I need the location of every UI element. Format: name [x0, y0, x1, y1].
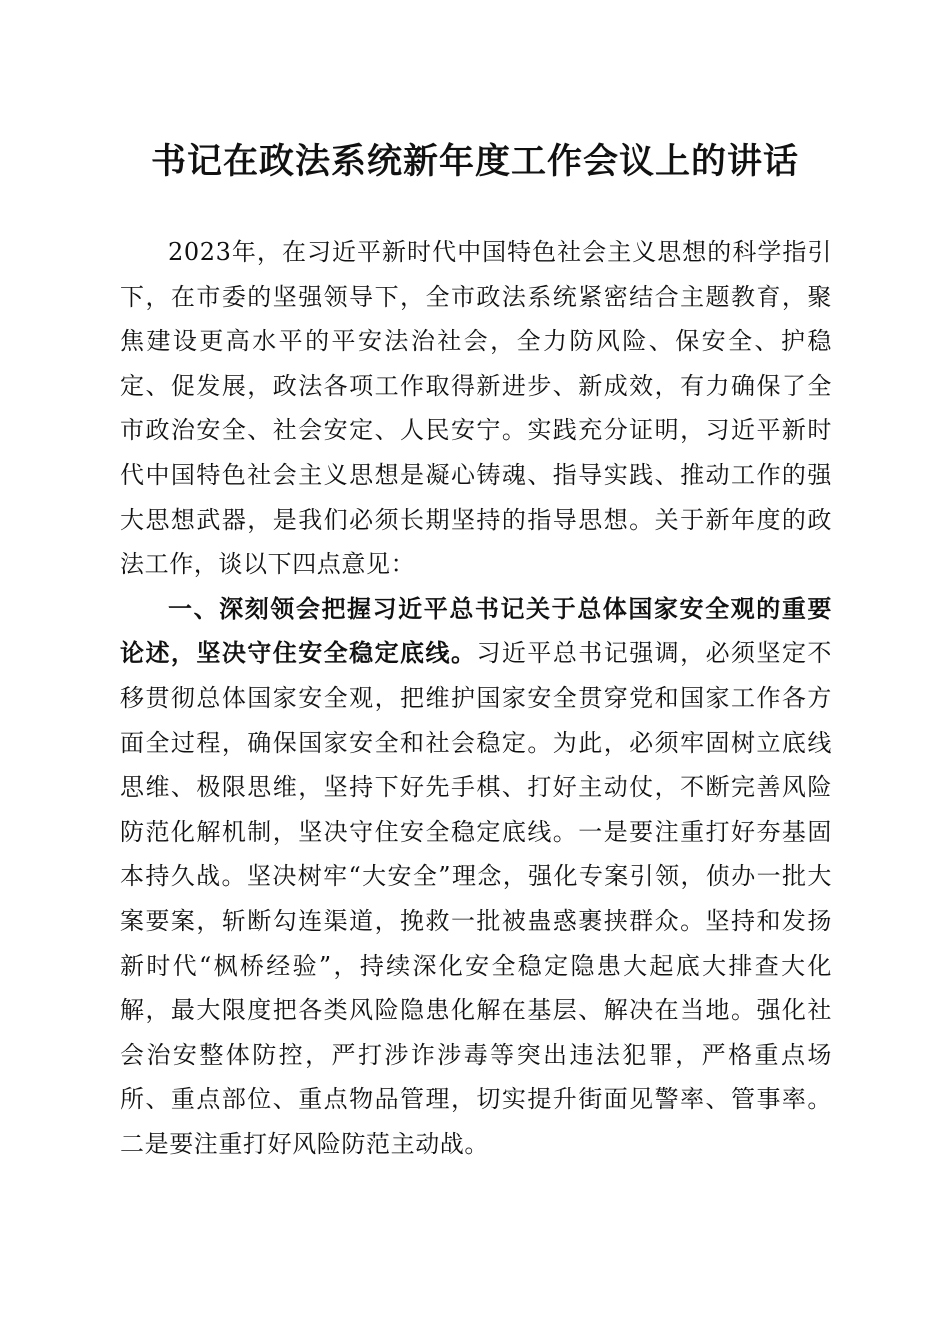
paragraph-section-one — [120, 587, 832, 1167]
paragraph-intro — [120, 230, 832, 587]
paragraph-text: 习近平总书记强调，必须坚定不移贯彻总体国家安全观，把维护国家安全贯穿党和国家工作各方面全过程，确保国家安全和社会稳定。为此，必须牢固树立底线思维、极限思维，坚持下好先手棋、打好主动仗，不断完善风险防范化解机制，坚决守住安全稳定底线。一是要注重打好夯基固本持久战。坚决树牢“大安全”理念，强化专案引领，侦办一批大案要案，斩断勾连渠道，挽救一批被蛊惑裹挟群众。坚持和发扬新时代“枫桥经验”，持续深化安全稳定隐患大起底大排查大化解，最大限度把各类风险隐患化解在基层、解决在当地。强化社会治安整体防控，严打涉诈涉毒等突出违法犯罪，严格重点场所、重点部位、重点物品管理，切实提升街面见警率、管事率。二是要注重打好风险防范主动战。 — [120, 639, 833, 1158]
document-body — [120, 230, 832, 1166]
section-heading: 一、深刻领会把握习近平总书记关于总体国家安全观的重要论述，坚决守住安全稳定底线。 — [120, 594, 832, 668]
document-title: 书记在政法系统新年度工作会议上的讲话 — [150, 141, 799, 182]
paragraph-text: 2023年，在习近平新时代中国特色社会主义思想的科学指引下，在市委的坚强领导下，全市政法系统紧密结合主题教育，聚焦建设更高水平的平安法治社会，全力防风险、保安全、护稳定、促发展，政法各项工作取得新进步、新成效，有力确保了全市政治安全、社会安定、人民安宁。实践充分证明，习近平新时代中国特色社会主义思想是凝心铸魂、指导实践、推动工作的强大思想武器，是我们必须长期坚持的指导思想。关于新年度的政法工作，谈以下四点意见： — [120, 238, 832, 579]
